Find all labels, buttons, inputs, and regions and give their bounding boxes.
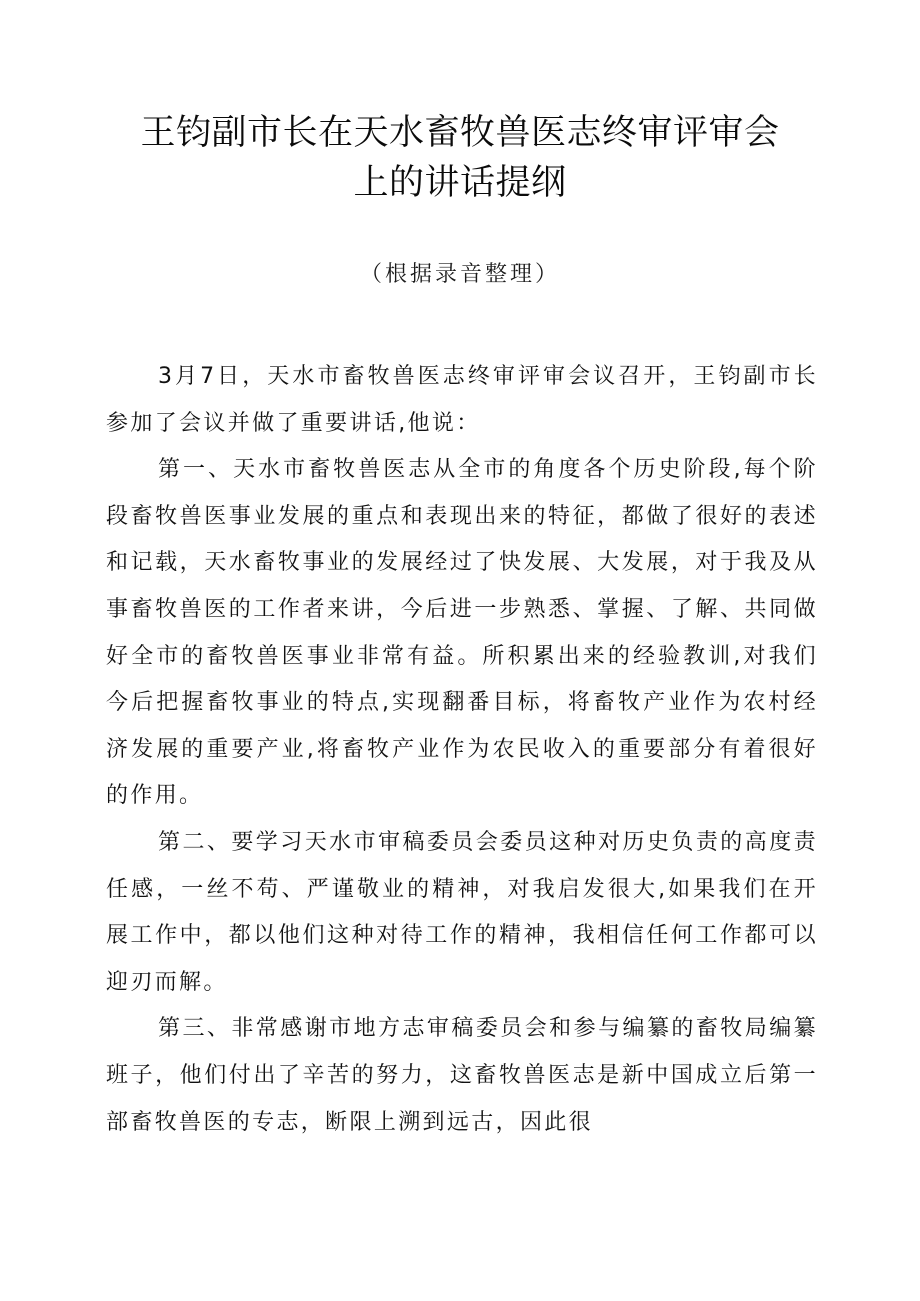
title-line-2: 上的讲话提纲 bbox=[353, 163, 567, 203]
paragraph-first-point: 第一、天水市畜牧兽医志从全市的角度各个历史阶段,每个阶段畜牧兽医事业发展的重点和表现出来的特征，都做了很好的表述和记载，天水畜牧事业的发展经过了快发展、大发展，对于我及从事畜牧兽医的工作者来讲，今后进一步熟悉、掌握、了解、共同做好全市的畜牧兽医事业非常有益。所积累出来的经验教训,对我们今后把握畜牧事业的特点,实现翻番目标，将畜牧产业作为农村经济发展的重要产业,将畜牧产业作为农民收入的重要部分有着很好的作用。 bbox=[106, 457, 818, 809]
document-body bbox=[106, 354, 818, 1146]
title-line-1: 王钧副市长在天水畜牧兽医志终审评审会 bbox=[140, 113, 780, 153]
document-title bbox=[100, 108, 820, 208]
document-subtitle: （根据录音整理） bbox=[359, 262, 560, 287]
paragraph-second-point: 第二、要学习天水市审稿委员会委员这种对历史负责的高度责任感，一丝不苟、严谨敬业的精神，对我启发很大,如果我们在开展工作中，都以他们这种对待工作的精神，我相信任何工作都可以迎刃而解。 bbox=[106, 829, 818, 995]
paragraph-third-point: 第三、非常感谢市地方志审稿委员会和参与编纂的畜牧局编纂班子，他们付出了辛苦的努力，这畜牧兽医志是新中国成立后第一部畜牧兽医的专志，断限上溯到远古，因此很 bbox=[106, 1016, 818, 1135]
paragraph-intro: 3月7日，天水市畜牧兽医志终审评审会议召开，王钧副市长参加了会议并做了重要讲话,他说： bbox=[106, 364, 818, 436]
